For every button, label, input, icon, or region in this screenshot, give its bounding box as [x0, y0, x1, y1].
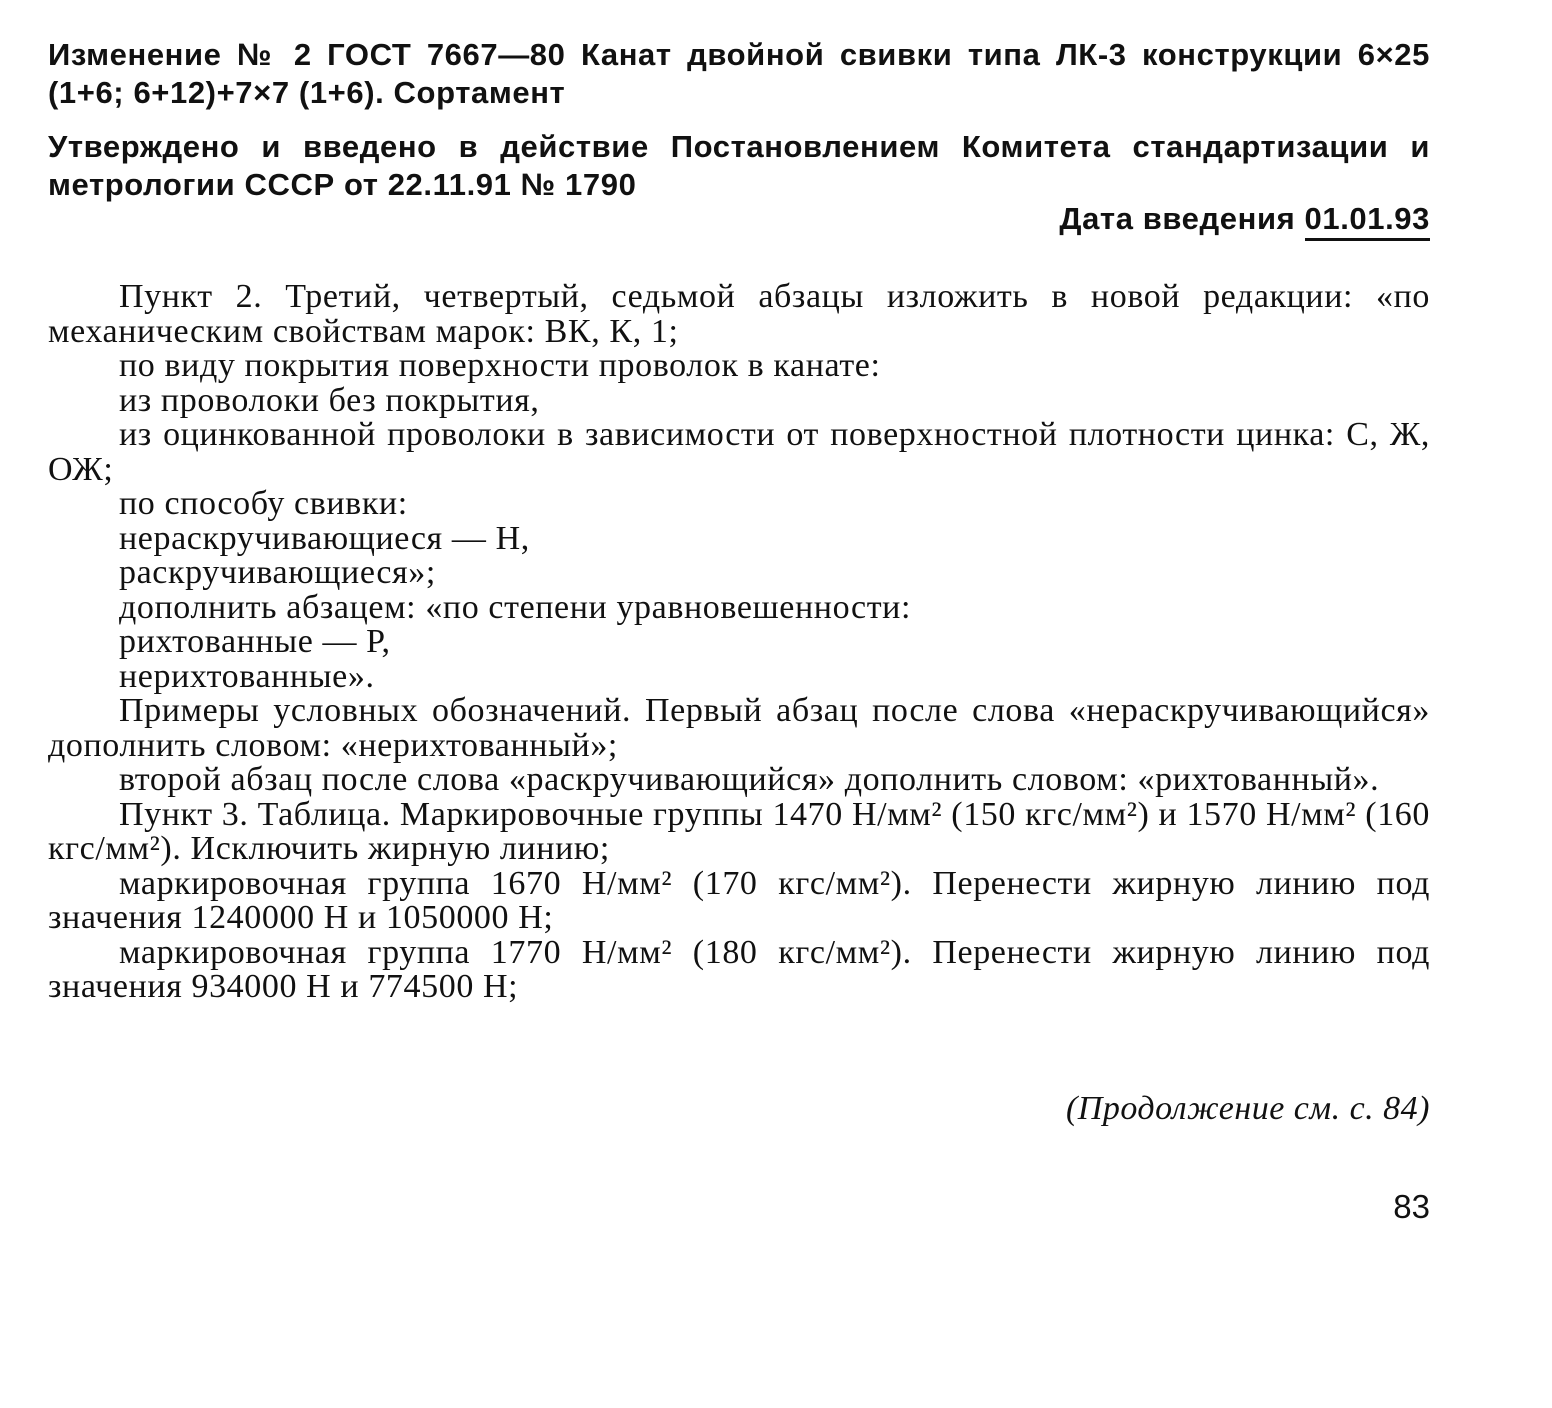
- paragraph: маркировочная группа 1770 Н/мм² (180 кгс/мм²). Перенести жирную линию под значения 934000 Н и 774500 Н;: [48, 933, 1430, 1005]
- page-number: 83: [1393, 1188, 1430, 1225]
- paragraph: дополнить абзацем: «по степени уравновешенности:: [119, 588, 912, 626]
- paragraph: раскручивающиеся»;: [119, 554, 436, 591]
- continuation-note: (Продолжение см. с. 84): [1065, 1090, 1430, 1127]
- paragraph: по способу свивки:: [119, 485, 408, 522]
- document-body: [48, 280, 1430, 1005]
- date-label: Дата введения: [1059, 201, 1296, 236]
- paragraph: Пункт 2. Третий, четвертый, седьмой абзацы изложить в новой редакции: «по механическим свойствам марок: ВК, К, 1;: [48, 278, 1430, 350]
- paragraph: второй абзац после слова «раскручивающийся» дополнить словом: «рихтованный».: [119, 761, 1380, 798]
- paragraph: по виду покрытия поверхности проволок в канате:: [119, 347, 881, 384]
- paragraph: из проволоки без покрытия,: [119, 381, 540, 419]
- paragraph: нерихтованные».: [119, 657, 375, 695]
- date-value: 01.01.93: [1305, 201, 1430, 241]
- paragraph: маркировочная группа 1670 Н/мм² (170 кгс/мм²). Перенести жирную линию под значения 1240000 Н и 1050000 Н;: [48, 864, 1430, 936]
- document-title: Изменение № 2 ГОСТ 7667—80 Канат двойной свивки типа ЛК-3 конструкции 6×25 (1+6; 6+12)+7×7 (1+6). Сортамент: [48, 37, 1430, 110]
- paragraph: нераскручивающиеся — Н,: [119, 519, 530, 557]
- paragraph: Примеры условных обозначений. Первый абзац после слова «нераскручивающийся» дополнить словом: «нерихтованный»;: [48, 692, 1430, 764]
- paragraph: рихтованные — Р,: [119, 623, 391, 660]
- paragraph: из оцинкованной проволоки в зависимости от поверхностной плотности цинка: С, Ж, ОЖ;: [48, 416, 1430, 488]
- paragraph: Пункт 3. Таблица. Маркировочные группы 1470 Н/мм² (150 кгс/мм²) и 1570 Н/мм² (160 кгс/мм²). Исключить жирную линию;: [48, 795, 1430, 867]
- introduction-date: [1059, 200, 1430, 238]
- approval-statement: Утверждено и введено в действие Постановлением Комитета стандартизации и метрологии СССР от 22.11.91 № 1790: [48, 129, 1430, 202]
